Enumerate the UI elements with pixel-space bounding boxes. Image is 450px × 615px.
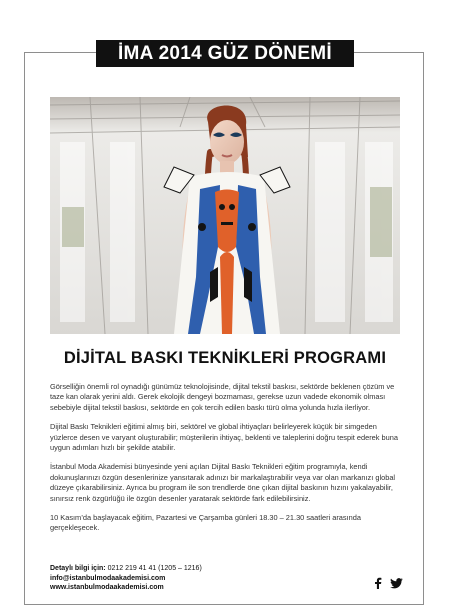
contact-email[interactable]: info@istanbulmodaakademisi.com (50, 574, 166, 582)
social-links (374, 575, 403, 591)
paragraph-schedule: 10 Kasım’da başlayacak eğitim, Pazartesi ve Çarşamba günleri 18.30 – 21.30 saatleri arasında gerçekleşecek. (50, 513, 361, 533)
program-headline: DİJİTAL BASKI TEKNİKLERİ PROGRAMI (63, 349, 387, 367)
contact-label: Detaylı bilgi için: (50, 565, 106, 572)
contact-website[interactable]: www.istanbulmodaakademisi.com (50, 584, 164, 592)
season-banner (96, 40, 354, 67)
banner-title: İMA 2014 GÜZ DÖNEMİ (117, 42, 333, 64)
contact-phone[interactable]: 0212 219 41 41 (1205 – 1216) (107, 565, 202, 572)
contact-info (50, 564, 350, 593)
contact-phone-line (50, 564, 350, 574)
paragraph-skills: Dijital Baskı Teknikleri eğitimi almış biri, sektörel ve global ihtiyaçları belirleyerek küçük bir simgeden yüzlerce desen ve varyant oluşturabilir; müşterilerin ihtiyaç, beklenti ve taleplerini doğru tespit ederek buna uygun adımları hızlı bir şekilde atabilir. (50, 422, 398, 453)
model-photo (50, 97, 400, 334)
paragraph-program: İstanbul Moda Akademisi bünyesinde yeni açılan Dijital Baskı Teknikleri eğitim programıyla, kendi dokunuşlarınızı özgün desenlerinize yansıtarak adınızı bir markalaştırabilir veya var olan markanızı global düzeye çıkarabilirsiniz. Ayrıca bu program ile son trendlerde öne çıkan dijital baskının hızını yakalayabilir, sınırsız renk özgürlüğü ile özgün desenler yaratarak sektörde fark edilebilirsiniz. (50, 462, 396, 503)
model-photo-illustration (50, 97, 400, 334)
facebook-icon[interactable] (374, 577, 382, 589)
twitter-icon[interactable] (390, 578, 403, 589)
paragraph-intro: Görselliğin önemli rol oynadığı günümüz teknolojisinde, dijital tekstil baskısı, sektörde beklenen çözüm ve taze kan olarak yerini aldı. Gerek ekolojik dengeyi bozmaması, gerekse uzun vadede ekonomik olması sebebiyle dijital tekstil baskısı, sektörde en çok tercih edilen baskı türü olma yolunda hızla ilerliyor. (50, 382, 395, 412)
program-description (50, 382, 402, 543)
